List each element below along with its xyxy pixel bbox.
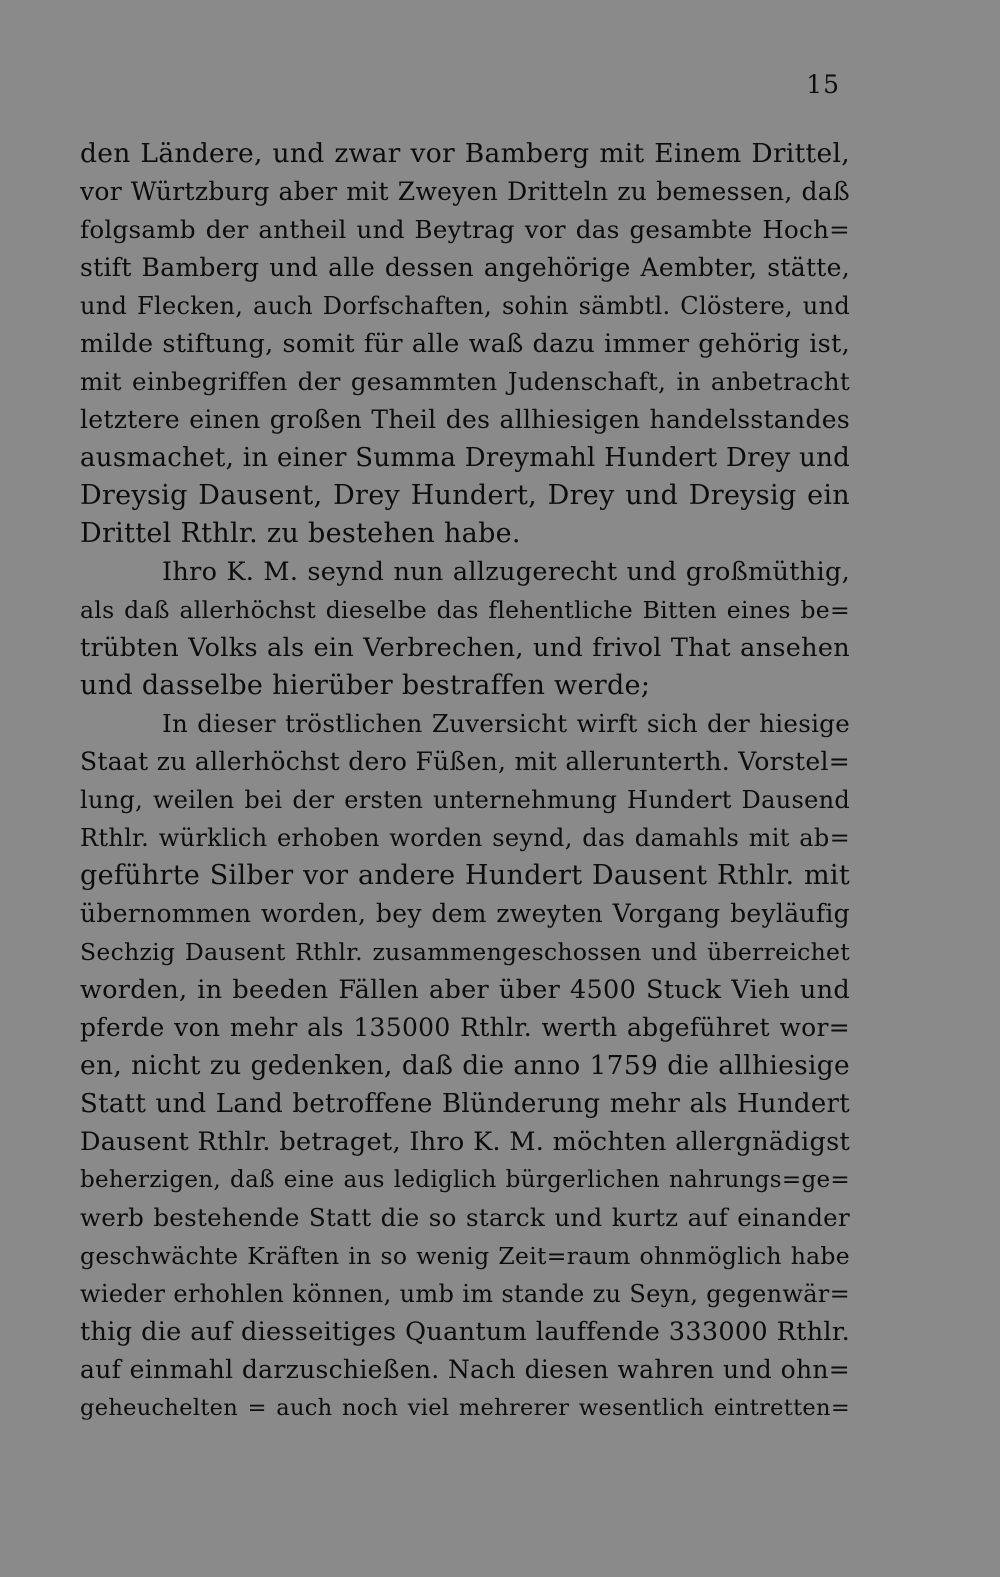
text-line: Staat zu allerhöchst dero Füßen, mit allerunterth. Vorstel= <box>80 747 850 776</box>
text-line: vor Würtzburg aber mit Zweyen Dritteln zu bemessen, daß <box>80 177 850 206</box>
text-line: Rthlr. würklich erhoben worden seynd, das damahls mit ab= <box>80 824 850 852</box>
text-line: Sechzig Dausent Rthlr. zusammengeschossen und überreichet <box>80 938 850 966</box>
text-line: en, nicht zu gedenken, daß die anno 1759 die allhiesige <box>80 1050 850 1081</box>
text-line: folgsamb der antheil und Beytrag vor das gesambte Hoch= <box>80 215 850 244</box>
text-line: werb bestehende Statt die so starck und kurtz auf einander <box>80 1203 850 1232</box>
text-line: als daß allerhöchst dieselbe das flehentliche Bitten eines be= <box>80 596 850 624</box>
text-line: ausmachet, in einer Summa Dreymahl Hundert Drey und <box>80 443 850 473</box>
paragraph-start-line: Ihro K. M. seynd nun allzugerecht und großmüthig, <box>162 557 850 587</box>
text-line: milde stiftung, somit für alle waß dazu immer gehörig ist, <box>80 329 850 359</box>
text-line: stift Bamberg und alle dessen angehörige Aembter, stätte, <box>80 253 850 282</box>
text-line: Dreysig Dausent, Drey Hundert, Drey und Dreysig ein <box>80 480 850 511</box>
text-line: trübten Volks als ein Verbrechen, und frivol That ansehen <box>80 633 850 663</box>
text-line: letztere einen großen Theil des allhiesigen handelsstandes <box>80 405 850 434</box>
text-line: und dasselbe hierüber bestraffen werde; <box>80 670 651 701</box>
text-line: übernommen worden, bey dem zweyten Vorgang beyläufig <box>80 899 850 928</box>
text-line: den Ländere, und zwar vor Bamberg mit Einem Drittel, <box>80 138 850 169</box>
text-line: pferde von mehr als 135000 Rthlr. werth abgeführet wor= <box>80 1013 850 1042</box>
text-line: lung, weilen bei der ersten unternehmung Hundert Dausend <box>80 786 850 814</box>
text-line: mit einbegriffen der gesammten Judenschaft, in anbetracht <box>80 367 850 396</box>
text-line: beherzigen, daß eine aus lediglich bürgerlichen nahrungs=ge= <box>80 1167 850 1193</box>
text-line: Dausent Rthlr. betraget, Ihro K. M. möchten allergnädigst <box>80 1127 850 1157</box>
body-text <box>80 135 850 1427</box>
text-line: geheuchelten = auch noch viel mehrerer wesentlich eintretten= <box>80 1395 850 1421</box>
text-line: auf einmahl darzuschießen. Nach diesen wahren und ohn= <box>80 1355 850 1384</box>
text-line: Drittel Rthlr. zu bestehen habe. <box>80 518 521 549</box>
text-line: und Flecken, auch Dorfschaften, sohin sämbtl. Clöstere, und <box>80 292 850 320</box>
text-line: geführte Silber vor andere Hundert Dausent Rthlr. mit <box>80 860 850 891</box>
text-line: Statt und Land betroffene Blünderung mehr als Hundert <box>80 1089 850 1119</box>
page-number: 15 <box>806 70 840 99</box>
text-line: geschwächte Kräften in so wenig Zeit=raum ohnmöglich habe <box>80 1242 850 1270</box>
text-line: thig die auf diesseitiges Quantum lauffende 333000 Rthlr. <box>80 1317 850 1347</box>
text-line: wieder erhohlen können, umb im stande zu Seyn, gegenwär= <box>80 1280 850 1308</box>
text-line: worden, in beeden Fällen aber über 4500 Stuck Vieh und <box>80 975 850 1005</box>
paragraph-start-line: In dieser tröstlichen Zuversicht wirft sich der hiesige <box>162 709 850 738</box>
